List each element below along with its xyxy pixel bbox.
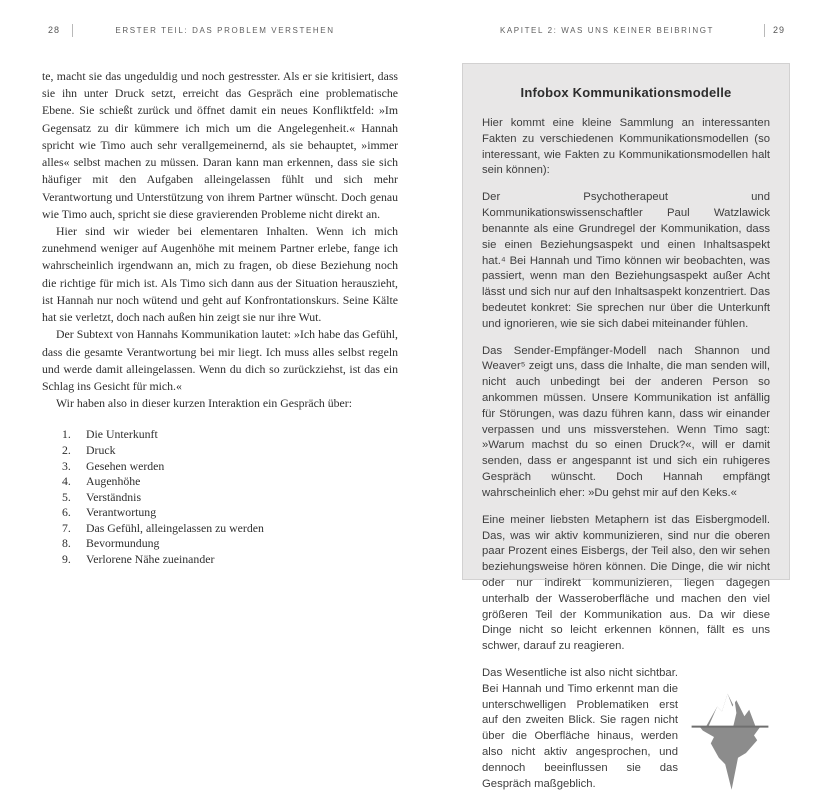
infobox-paragraph: Hier kommt eine kleine Sammlung an interessanten Fakten zu verschiedenen Kommunikationsmodellen (so interessant, wie Fakten zu Kommunikationsmodellen halt sein können): [482, 117, 770, 177]
list-item-number: 7. [62, 520, 71, 535]
body-paragraph: Hier sind wir wieder bei elementaren Inhalten. Wenn ich mich zunehmend weniger auf Augenhöhe mit meinem Partner erlebe, fange ich wahrscheinlich irgendwann an, mich zu fragen, ob diese Beziehung noch die richtige für mich ist. Als Timo sich dann aus der Situation herauszieht, ist Hannah nur noch wütend und geht auf Konfrontationskurs. Seine Kälte hat sie verletzt, doch nach außen hin zeigt sie nur ihre Wut. [42, 223, 398, 325]
iceberg-icon [690, 666, 770, 793]
right-page-number: 29 [773, 25, 786, 35]
body-paragraph: Der Subtext von Hannahs Kommunikation lautet: »Ich habe das Gefühl, dass die gesamte Verantwortung bei mir liegt. Ich muss alles selbst regeln und werde damit alleingelassen. Wenn du dich so zurückziehst, ist das ein Schlag ins Gesicht für mich.« [42, 327, 398, 393]
infobox-kommunikationsmodelle [462, 63, 790, 790]
list-item-number: 9. [62, 551, 71, 566]
list-intro: Wir haben also in dieser kurzen Interaktion ein Gespräch über: [56, 396, 352, 411]
list-item [62, 443, 398, 459]
infobox-paragraph: Eine meiner liebsten Metaphern ist das Eisbergmodell. Das, was wir aktiv kommunizieren, sind nur die oberen paar Prozent eines Eisbergs, der Teil also, den wir sehen beziehungsweise hören können. Die Dinge, die wir nicht oder nur indirekt kommunizieren, liegen dagegen unterhalb der Wasseroberfläche und machen den viel größeren Teil der Kommunikation aus. Da wir diese Dinge nicht so leicht erkennen können, fällt es uns schwer, darauf zu reagieren. [482, 513, 770, 653]
infobox-title: Infobox Kommunikationsmodelle [520, 85, 732, 100]
left-running-title: ERSTER TEIL: DAS PROBLEM VERSTEHEN [115, 26, 335, 35]
list-item-label: Augenhöhe [86, 474, 141, 489]
header-divider [72, 24, 73, 37]
list-item-number: 6. [62, 505, 71, 520]
list-item-number: 8. [62, 536, 71, 551]
list-item [62, 536, 398, 552]
header-divider [764, 24, 765, 37]
right-running-title: KAPITEL 2: WAS UNS KEINER BEIBRINGT [499, 26, 715, 35]
list-item [62, 427, 398, 443]
list-item-label: Druck [86, 442, 116, 457]
list-item [62, 459, 398, 475]
list-item-label: Verantwortung [86, 505, 157, 520]
left-page-number: 28 [48, 25, 61, 35]
list-item [62, 490, 398, 506]
list-item-label: Verständnis [86, 489, 142, 504]
list-item-label: Bevormundung [86, 536, 160, 551]
list-item-label: Die Unterkunft [86, 427, 158, 442]
list-item-label: Gesehen werden [86, 458, 165, 473]
topic-list [62, 427, 398, 567]
left-page-body [42, 68, 398, 567]
list-item-number: 5. [62, 489, 71, 504]
list-item-label: Verlorene Nähe zueinander [86, 551, 215, 566]
list-item-number: 2. [62, 442, 71, 457]
list-item-number: 4. [62, 474, 71, 489]
list-item-number: 1. [62, 427, 71, 442]
list-item [62, 474, 398, 490]
list-item-label: Das Gefühl, alleingelassen zu werden [86, 520, 264, 535]
infobox-paragraph: Der Psychotherapeut und Kommunikationswissenschaftler Paul Watzlawick benannte als eine Grundregel der Kommunikation, dass sie einen Beziehungsaspekt und einen Inhaltsaspekt hat.⁴ Bei Hannah und Timo können wir beobachten, was passiert, wenn man den Beziehungsaspekt außer Acht lässt und sich nur auf den Inhaltsaspekt konzentriert. Das bedeutet konkret: Sie sprechen nur über die Unterkunft und ignorieren, wie sie sich dabei miteinander fühlen. [482, 191, 770, 330]
list-item [62, 552, 398, 568]
list-item [62, 521, 398, 537]
list-item-number: 3. [62, 458, 71, 473]
infobox-paragraph: Das Sender-Empfänger-Modell nach Shannon und Weaver⁵ zeigt uns, dass die Inhalte, die man senden will, nicht auch unbedingt bei der anderen Person so ankommen müssen. Unsere Kommunikation ist anfällig für Störungen, was dazu führen kann, dass wir einander verpassen und uns missverstehen. Wenn Timo sagt: »Warum machst du so einen Druck?«, will er damit senden, dass er angespannt ist und sich ein ruhigeres Gespräch wünscht. Doch Hannah empfängt wahrscheinlich eher: »Du gehst mir auf den Keks.« [482, 344, 770, 499]
list-item [62, 505, 398, 521]
infobox-paragraph: Das Wesentliche ist also nicht sichtbar. Bei Hannah und Timo erkennt man die unterschwelligen Problematiken erst auf den zweiten Blick. Sie ragen nicht über die Oberfläche hinaus, werden also nicht aktiv angesprochen, und dennoch beeinflussen sie das Gespräch maßgeblich. [482, 667, 678, 790]
body-paragraph: te, macht sie das ungeduldig und noch gestresster. Als er sie kritisiert, dass sie ihn unter Druck setzt, erreicht das Gespräch eine problematische Ebene. Sie schießt zurück und öffnet damit ein neues Konfliktfeld: »Im Gegensatz zu dir kümmere ich mich um die Angelegenheit.« Hannah spricht wie Timo auch sehr verallgemeinernd, als sie behauptet, »immer alles« selbst machen zu müssen. Daran kann man erkennen, dass sie sich häufiger mit den Aufgaben alleingelassen fühlt und sich mehr Verantwortung und Unterstützung von ihrem Partner wünscht. Doch genau wie Timo auch, spricht sie diese gravierenden Probleme nicht direkt an. [42, 69, 398, 221]
